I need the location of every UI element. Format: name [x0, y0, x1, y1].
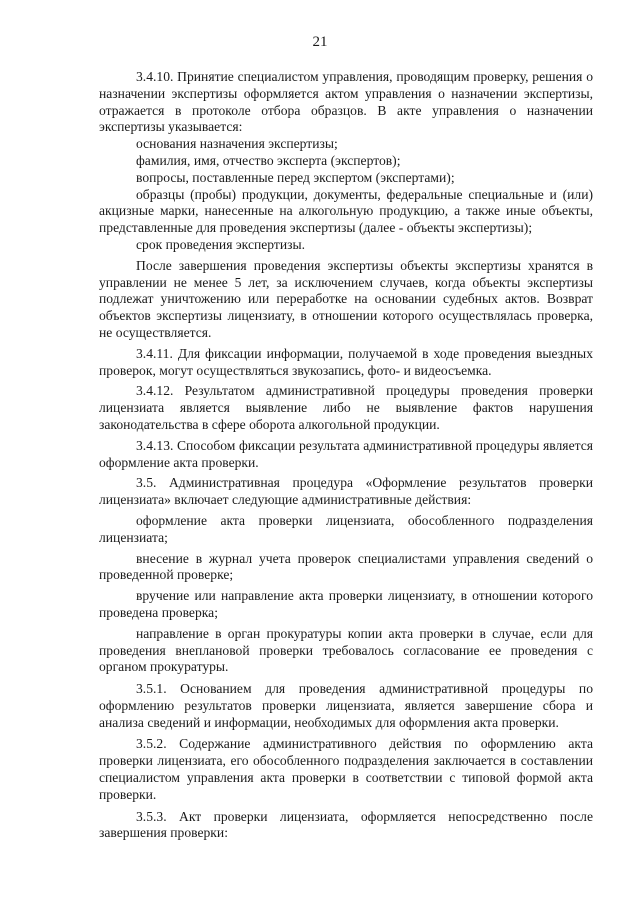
list-item-prosecutor-copy: направление в орган прокуратуры копии акта проверки в случае, если для проведения внеплановой проверки требовалось согласование ее проведения с органом прокуратуры.: [99, 625, 593, 675]
list-item-expertise-objects: образцы (пробы) продукции, документы, федеральные специальные и (или) акцизные марки, нанесенные на алкогольную продукцию, а также иные объекты, представленные для проведения экспертизы (далее - объекты экспертизы);: [99, 186, 593, 236]
list-item-expertise-term: срок проведения экспертизы.: [136, 236, 306, 252]
list-item-expert-questions: вопросы, поставленные перед экспертом (экспертами);: [136, 169, 455, 185]
list-item-act-delivery: вручение или направление акта проверки лицензиату, в отношении которого проведена проверка;: [99, 588, 593, 620]
paragraph-3-4-11: 3.4.11. Для фиксации информации, получаемой в ходе проведения выездных проверок, могут осуществляться звукозапись, фото- и видеосъемка.: [99, 345, 593, 378]
paragraph-3-4-13: 3.4.13. Способом фиксации результата административной процедуры является оформление акта проверки.: [99, 437, 593, 470]
paragraph-3-5-2: 3.5.2. Содержание административного действия по оформлению акта проверки лицензиата, его обособленного подразделения заключается в составлении специалистом управления акта проверки в соответствии с типовой формой акта проверки.: [99, 736, 593, 802]
paragraph-3-4-12: 3.4.12. Результатом административной процедуры проведения проверки лицензиата является выявление либо не выявление фактов нарушения законодательства в сфере оборота алкогольной продукции.: [99, 383, 593, 432]
list-item-expert-name: фамилия, имя, отчество эксперта (экспертов);: [136, 152, 401, 168]
paragraph-storage: После завершения проведения экспертизы объекты экспертизы хранятся в управлении не менее 5 лет, за исключением случаев, когда объекты экспертизы подлежат уничтожению или переработке на основании судебных актов. Возврат объектов экспертизы лицензиату, в отношении которого осуществлялась проверка, не осуществляется.: [99, 257, 593, 340]
paragraph-3-5-1: 3.5.1. Основанием для проведения административной процедуры по оформлению результатов проверки лицензиата, является завершение сбора и анализа сведений и информации, необходимых для оформления акта проверки.: [99, 681, 593, 730]
list-item-journal-entry: внесение в журнал учета проверок специалистами управления сведений о проведенной проверке;: [99, 550, 593, 583]
paragraph-3-5-3: 3.5.3. Акт проверки лицензиата, оформляется непосредственно после завершения проверки:: [99, 808, 593, 841]
list-item-expertise-grounds: основания назначения экспертизы;: [136, 136, 338, 152]
document-body: [99, 69, 593, 842]
paragraph-3-5: 3.5. Административная процедура «Оформление результатов проверки лицензиата» включает следующие административные действия:: [99, 475, 593, 508]
list-item-act-drafting: оформление акта проверки лицензиата, обособленного подразделения лицензиата;: [99, 512, 593, 545]
paragraph-3-4-10: 3.4.10. Принятие специалистом управления, проводящим проверку, решения о назначении экспертизы оформляется актом управления о назначении экспертизы, отражается в протоколе отбора образцов. В акте управления о назначении экспертизы указывается:: [99, 69, 593, 135]
page-number: 21: [312, 34, 328, 50]
